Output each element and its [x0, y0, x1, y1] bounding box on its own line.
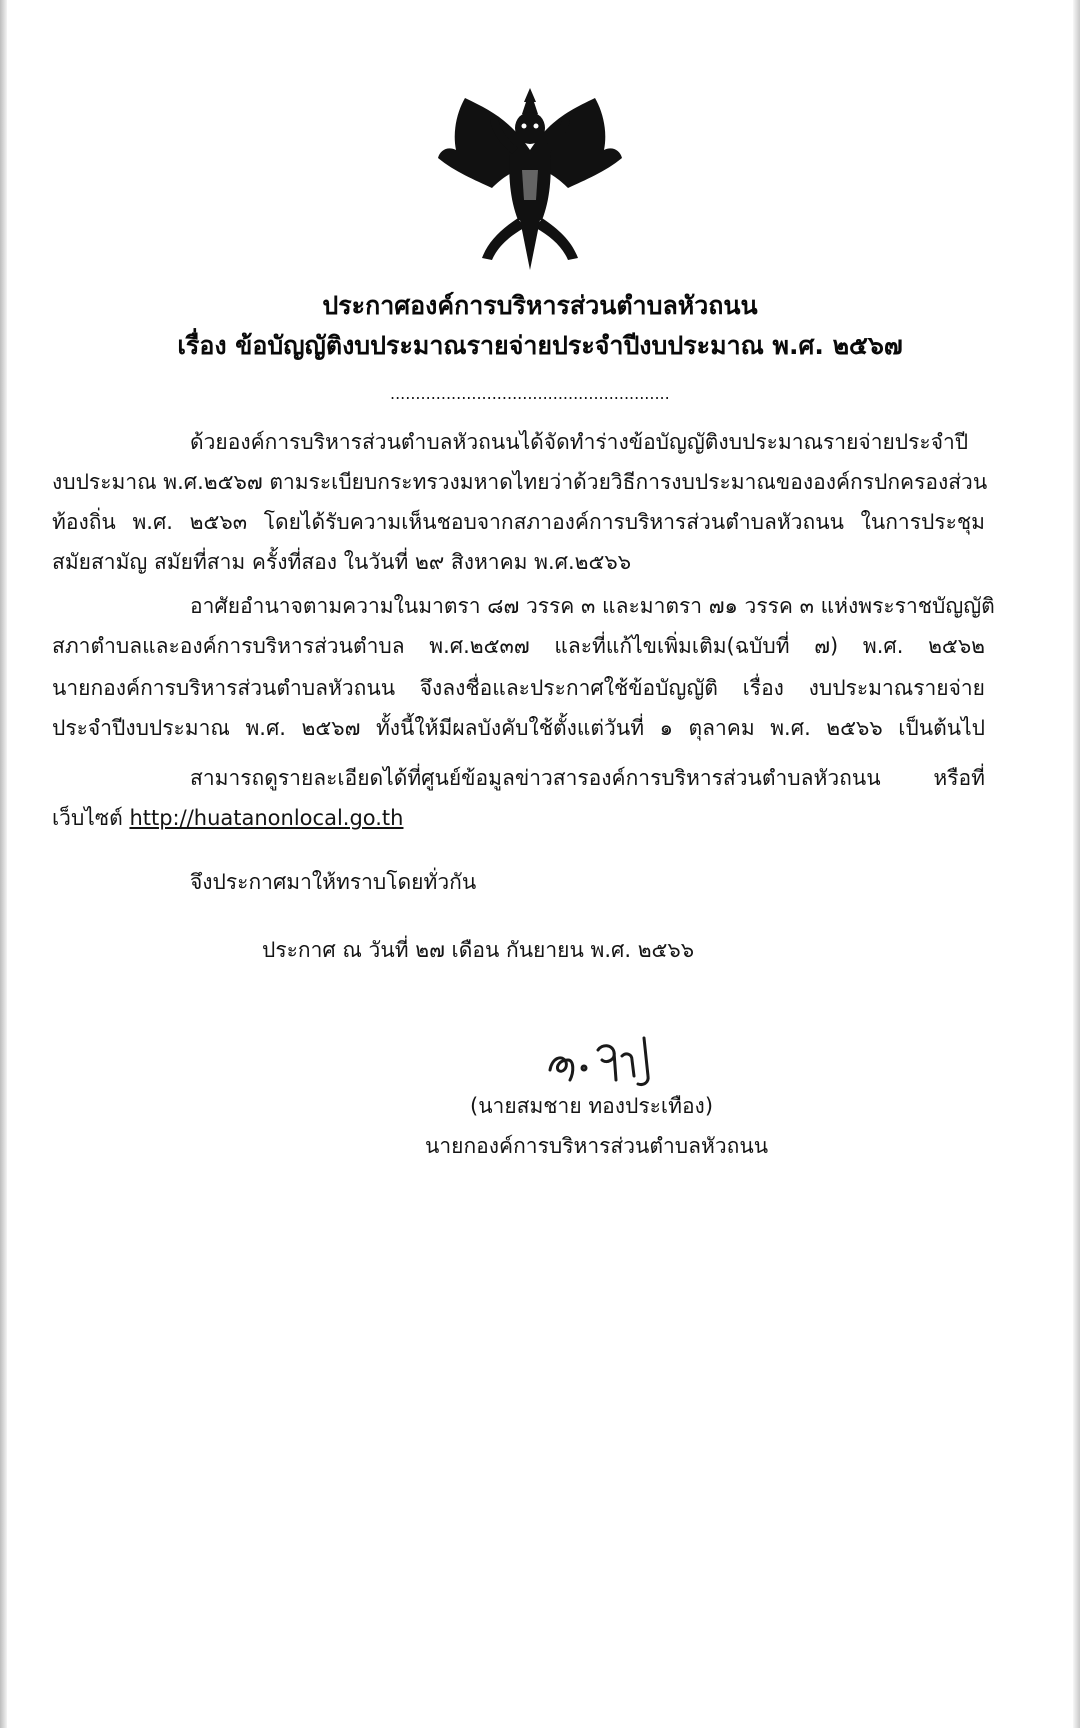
announcement-date: ประกาศ ณ วันที่ ๒๗ เดือน กันยายน พ.ศ. ๒๕๖๖	[262, 938, 695, 962]
paragraph-3-line-2	[52, 802, 985, 834]
website-link[interactable]: http://huatanonlocal.go.th	[129, 806, 404, 830]
scan-shadow-right	[1073, 0, 1080, 1728]
title-separator: .......................................................	[390, 384, 670, 403]
paragraph-2-line-3: นายกองค์การบริหารส่วนตำบลหัวถนน จึงลงชื่อและประกาศใช้ข้อบัญญัติ เรื่อง งบประมาณรายจ่าย	[52, 676, 985, 700]
paragraph-1-line-3: ท้องถิ่น พ.ศ. ๒๕๖๓ โดยได้รับความเห็นชอบจากสภาองค์การบริหารส่วนตำบลหัวถนน ในการประชุม	[52, 510, 985, 534]
paragraph-2-line-2: สภาตำบลและองค์การบริหารส่วนตำบล พ.ศ.๒๕๓๗ และที่แก้ไขเพิ่มเติม(ฉบับที่ ๗) พ.ศ. ๒๕๖๒	[52, 634, 985, 658]
announcement-title: ประกาศองค์การบริหารส่วนตำบลหัวถนน	[322, 291, 758, 320]
website-label: เว็บไซต์	[52, 806, 123, 830]
paragraph-2-line-1: อาศัยอำนาจตามความในมาตรา ๘๗ วรรค ๓ และมาตรา ๗๑ วรรค ๓ แห่งพระราชบัญญัติ	[190, 594, 995, 618]
paragraph-1-line-2: งบประมาณ พ.ศ.๒๕๖๗ ตามระเบียบกระทรวงมหาดไทยว่าด้วยวิธีการงบประมาณขององค์กรปกครองส่วน	[52, 470, 988, 494]
paragraph-3-line-1: สามารถดูรายละเอียดได้ที่ศูนย์ข้อมูลข่าวสารองค์การบริหารส่วนตำบลหัวถนน หรือที่	[190, 766, 985, 790]
signer-name: (นายสมชาย ทองประเทือง)	[470, 1094, 714, 1118]
closing-statement: จึงประกาศมาให้ทราบโดยทั่วกัน	[190, 870, 477, 894]
signer-position: นายกองค์การบริหารส่วนตำบลหัวถนน	[425, 1134, 769, 1158]
paragraph-1-line-4: สมัยสามัญ สมัยที่สาม ครั้งที่สอง ในวันที่ ๒๙ สิงหาคม พ.ศ.๒๕๖๖	[52, 550, 632, 574]
paragraph-1-line-1: ด้วยองค์การบริหารส่วนตำบลหัวถนนได้จัดทำร่างข้อบัญญัติงบประมาณรายจ่ายประจำปี	[190, 430, 969, 454]
garuda-emblem-icon	[430, 80, 630, 275]
announcement-subject: เรื่อง ข้อบัญญัติงบประมาณรายจ่ายประจำปีงบประมาณ พ.ศ. ๒๕๖๗	[177, 331, 903, 360]
scan-shadow-left	[0, 0, 7, 1728]
handwritten-signature	[540, 1030, 680, 1090]
paragraph-2-line-4: ประจำปีงบประมาณ พ.ศ. ๒๕๖๗ ทั้งนี้ให้มีผลบังคับใช้ตั้งแต่วันที่ ๑ ตุลาคม พ.ศ. ๒๕๖๖ เป็นต้นไป	[52, 716, 985, 740]
